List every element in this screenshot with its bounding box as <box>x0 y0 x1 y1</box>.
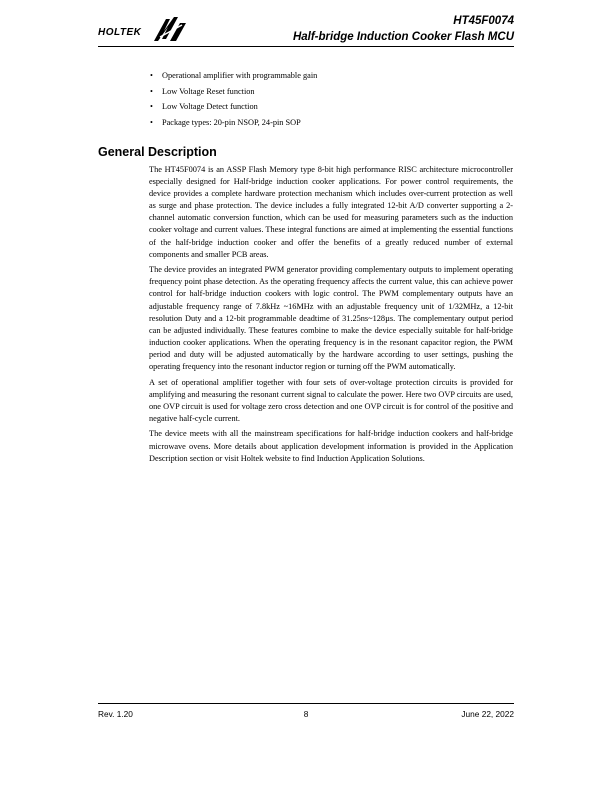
feature-item <box>150 115 530 131</box>
footer-divider <box>98 703 514 704</box>
paragraph: The HT45F0074 is an ASSP Flash Memory type 8-bit high performance RISC architecture microcontroller especially designed for Half-bridge induction cooker applications. For power control requirements, the device provides a complete hardware protection mechanism which includes over-current protection as well as surge and phase protection. The device includes a fully integrated 12-bit A/D converter supporting a 2-channel automatic conversion function, which can be used for measuring parameters such as the induction cooker voltage and current values. These integral functions are aimed at implementing the essential functions of the half-bridge induction cooker and offer the benefits of a greatly reduced number of external components and smaller PCB areas. <box>149 165 513 259</box>
footer-page-number: 8 <box>303 709 309 719</box>
section-title: General Description <box>98 145 217 159</box>
bullet-icon: • <box>150 117 153 127</box>
feature-list <box>150 68 530 130</box>
feature-item <box>150 99 530 115</box>
holtek-logo-mark-icon <box>152 13 188 45</box>
bullet-icon: • <box>150 86 153 96</box>
header-divider <box>98 46 514 47</box>
paragraph: The device provides an integrated PWM generator providing complementary outputs to implement operating frequency point phase detection. As the operating frequency affects the current value, this can achieve power control for half-bridge induction cookers with logic control. The PWM complementary outputs have an adjustable frequency range of 7.8kHz ~16MHz with an adjustable frequency unit of 1/32MHz, a 12-bit resolution Duty and a 12-bit programmable deadtime of 31.25ns~128µs. The complementary output period can be adjusted individually. These features combine to make the device especially suitable for half-bridge induction cooker applications. When the operating frequency is in the resonant capacitor region, the PWM period and duty will be adjusted automatically by the hardware according to user settings, pushing the operating frequency into the resonant inductor region or turning off the PWM automatically. <box>149 265 513 371</box>
holtek-logo <box>98 13 190 45</box>
feature-text: Package types: 20-pin NSOP, 24-pin SOP <box>162 117 301 127</box>
header-chip-name: HT45F0074 <box>453 15 514 27</box>
bullet-icon: • <box>150 102 153 111</box>
feature-item <box>150 84 530 100</box>
logo-wordmark: HOLTEK <box>98 27 142 38</box>
feature-item <box>150 68 530 84</box>
paragraph: The device meets with all the mainstream specifications for half-bridge induction cookers and half-bridge microwave ovens. More details about application development information is provided in the Application Description section or visit Holtek website to find Induction Application Solutions. <box>149 429 513 463</box>
footer-date: June 22, 2022 <box>461 709 514 719</box>
paragraph: A set of operational amplifier together with four sets of over-voltage protection circuits is provided for amplifying and measuring the resonant current signal to calculate the power. Here two OVP circuits are used, one OVP circuit is used for voltage zero cross detection and one OVP circuit is for control of the positive and negative half-cycle current. <box>149 377 513 423</box>
bullet-icon: • <box>150 71 153 80</box>
feature-text: Low Voltage Reset function <box>162 86 255 96</box>
footer-revision: Rev. 1.20 <box>98 709 133 719</box>
feature-text: Operational amplifier with programmable gain <box>162 71 318 80</box>
general-description-body <box>149 164 513 468</box>
feature-text: Low Voltage Detect function <box>162 102 258 111</box>
header-subtitle: Half-bridge Induction Cooker Flash MCU <box>292 31 514 43</box>
